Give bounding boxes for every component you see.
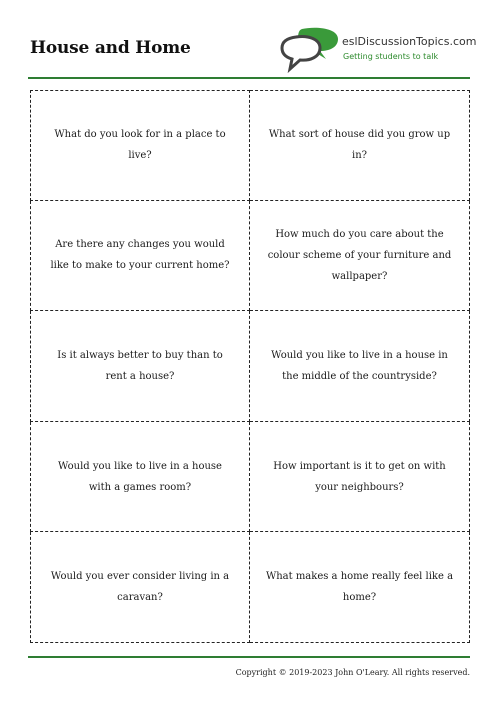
page-title: House and Home <box>30 38 191 58</box>
header-divider <box>28 77 470 79</box>
question-card: Would you like to live in a house in the middle of the countryside? <box>250 311 470 422</box>
speech-bubbles-icon <box>280 26 342 74</box>
logo-tagline: Getting students to talk <box>343 52 439 61</box>
question-card: How important is it to get on with your neighbours? <box>250 422 470 533</box>
question-card: Is it always better to buy than to rent a house? <box>30 311 250 422</box>
question-cards-grid <box>30 90 470 643</box>
copyright-notice: Copyright © 2019-2023 John O'Leary. All rights reserved. <box>235 668 470 677</box>
question-card: Are there any changes you would like to make to your current home? <box>30 201 250 312</box>
footer-divider <box>28 656 470 658</box>
logo-name: eslDiscussionTopics.com <box>342 35 477 48</box>
question-card: Would you like to live in a house with a games room? <box>30 422 250 533</box>
question-card: How much do you care about the colour scheme of your furniture and wallpaper? <box>250 201 470 312</box>
question-card: Would you ever consider living in a caravan? <box>30 532 250 643</box>
question-card: What do you look for in a place to live? <box>30 90 250 201</box>
site-logo <box>280 26 480 74</box>
question-card: What makes a home really feel like a home? <box>250 532 470 643</box>
question-card: What sort of house did you grow up in? <box>250 90 470 201</box>
